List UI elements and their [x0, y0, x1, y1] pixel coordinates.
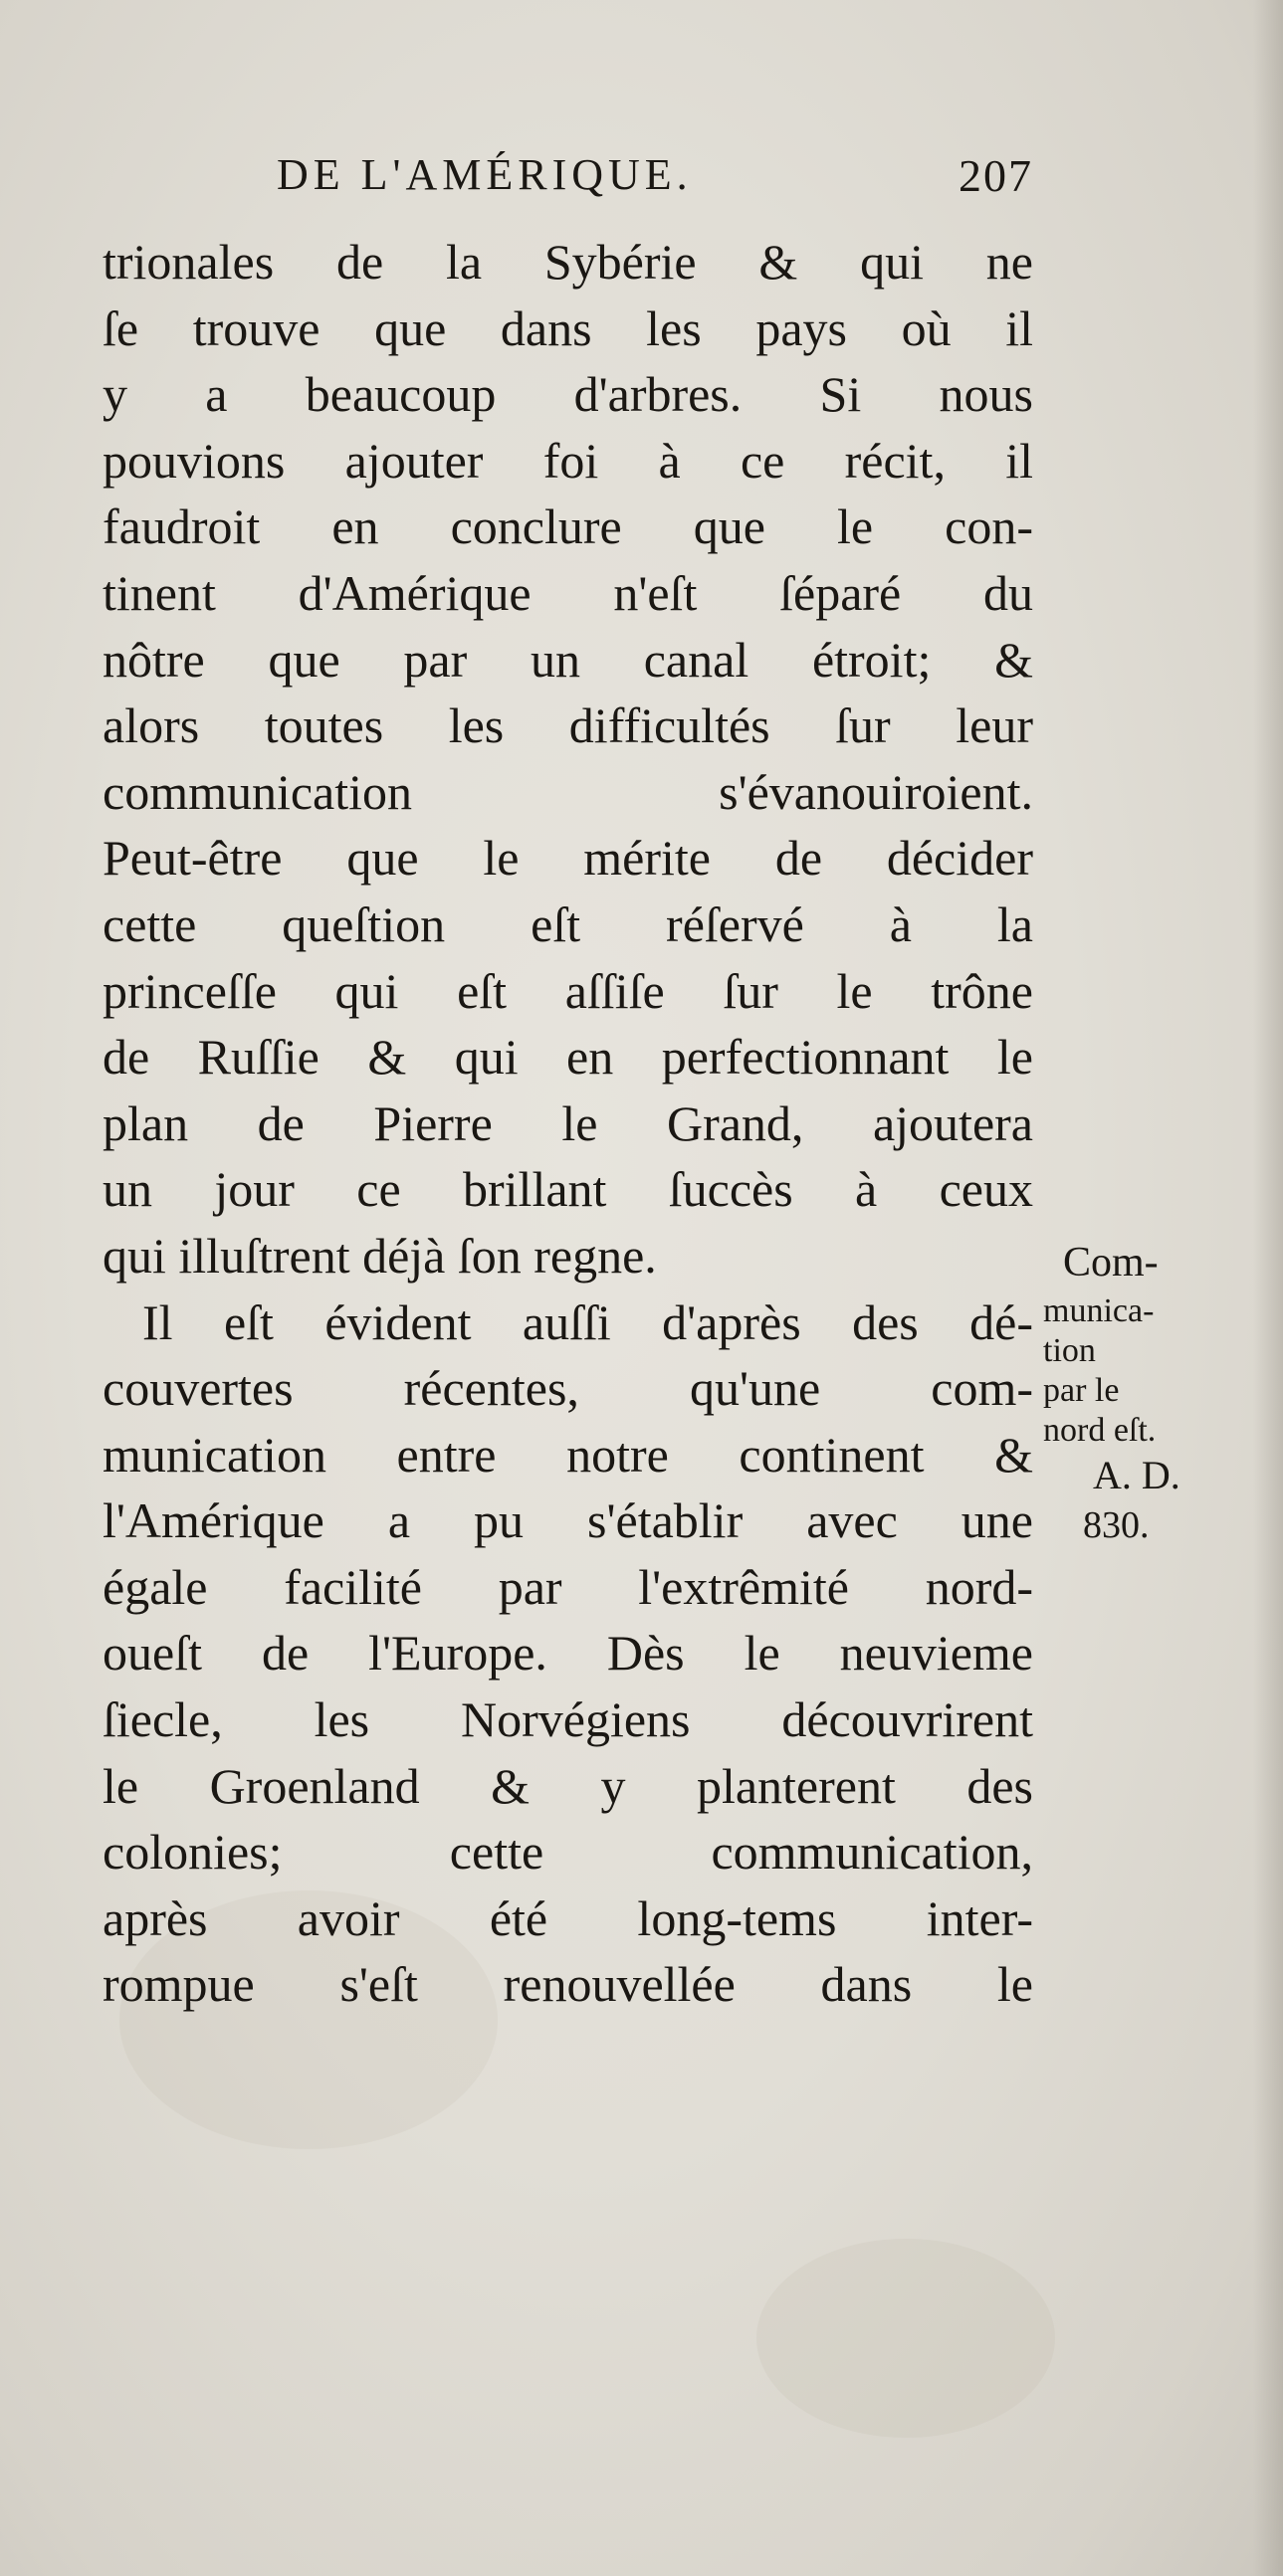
text-line: tinent d'Amérique n'eſt ſéparé du	[103, 564, 1033, 621]
text-line: oueſt de l'Europe. Dès le neuvieme	[103, 1625, 1033, 1682]
margin-note-line: par le	[1043, 1372, 1120, 1409]
text-line: après avoir été long-tems inter-	[103, 1889, 1033, 1946]
text-line: ſiecle, les Norvégiens découvrirent	[103, 1691, 1033, 1748]
running-head	[277, 149, 1033, 209]
margin-note-line: Com-	[1063, 1240, 1159, 1286]
text-line: trionales de la Sybérie & qui ne	[103, 234, 1033, 290]
text-line: munication entre notre continent &	[103, 1426, 1033, 1483]
paper-stain	[756, 2239, 1055, 2438]
text-line: faudroit en conclure que le con-	[103, 498, 1033, 555]
text-line: colonies; cette communication,	[103, 1824, 1033, 1881]
text-line: l'Amérique a pu s'établir avec une	[103, 1492, 1033, 1549]
text-line: princeſſe qui eſt aſſiſe ſur le trône	[103, 962, 1033, 1019]
text-line: couvertes récentes, qu'une com-	[103, 1360, 1033, 1417]
text-line: plan de Pierre le Grand, ajoutera	[103, 1094, 1033, 1151]
running-head-title: DE L'AMÉRIQUE.	[277, 150, 693, 199]
text-line: y a beaucoup d'arbres. Si nous	[103, 366, 1033, 423]
text-line: ſe trouve que dans les pays où il	[103, 299, 1033, 356]
text-line: rompue s'eſt renouvellée dans le	[103, 1956, 1033, 2013]
margin-note-line: A. D.	[1093, 1453, 1180, 1497]
margin-note-line: nord eſt.	[1043, 1412, 1157, 1449]
text-line: cette queſtion eſt réſervé à la	[103, 895, 1033, 952]
paragraph-first-line: Il eſt évident auſſi d'après des dé-	[142, 1293, 1033, 1350]
margin-note	[1043, 1234, 1222, 1550]
margin-note-line: 830.	[1083, 1504, 1150, 1546]
text-line: communication s'évanouiroient.	[103, 763, 1033, 820]
page-number: 207	[959, 150, 1033, 201]
text-line: un jour ce brillant ſuccès à ceux	[103, 1161, 1033, 1218]
text-line: le Groenland & y planterent des	[103, 1757, 1033, 1814]
margin-note-line: tion	[1043, 1332, 1096, 1369]
text-line: qui illuſtrent déjà ſon regne.	[103, 1227, 657, 1284]
body-text	[103, 229, 1033, 2018]
page-edge-shadow	[1253, 0, 1283, 2576]
text-line: alors toutes les difficultés ſur leur	[103, 697, 1033, 754]
margin-note-line: munica-	[1043, 1292, 1155, 1329]
text-line: pouvions ajouter foi à ce récit, il	[103, 432, 1033, 489]
text-line: Peut-être que le mérite de décider	[103, 830, 1033, 887]
text-line: égale facilité par l'extrêmité nord-	[103, 1558, 1033, 1615]
text-line: nôtre que par un canal étroit; &	[103, 631, 1033, 688]
text-line: de Ruſſie & qui en perfectionnant le	[103, 1029, 1033, 1086]
